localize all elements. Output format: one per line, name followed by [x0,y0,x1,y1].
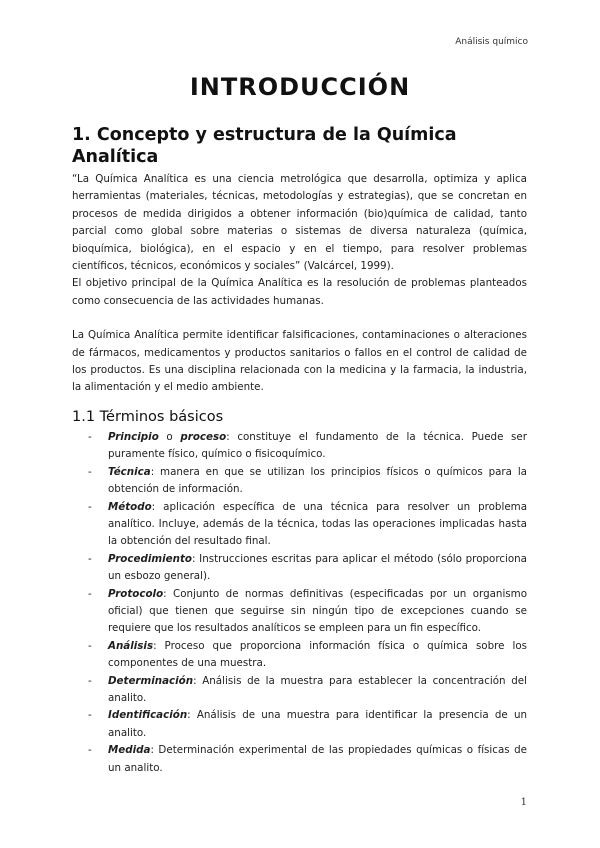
term-connector: o [158,430,181,443]
terms-list [72,429,527,777]
list-item [108,586,527,638]
list-item [108,638,527,673]
term-name: Protocolo [108,587,164,600]
list-item [108,464,527,499]
running-header: Análisis químico [455,37,528,47]
term-name: Principio [108,430,159,443]
term-description: : Determinación experimental de las propiedades químicas o físicas de un analito. [108,744,527,774]
list-item [108,707,527,742]
term-description: : Análisis de una muestra para identificar la presencia de un analito. [108,709,527,739]
term-name: Técnica [108,465,151,478]
term-name: Procedimiento [108,552,192,565]
list-item [108,429,527,464]
term-name: Medida [108,744,151,757]
term-description: : aplicación específica de una técnica para resolver un problema analítico. Incluye, además de la técnica, todas las operaciones implicadas hasta la obtención del resultado final. [108,500,527,548]
list-item [108,551,527,586]
page-content [72,124,527,777]
term-description: : Conjunto de normas definitivas (especificadas por un organismo oficial) que tienen que seguirse sin ningún tipo de excepciones cuando se requiere que los resultados analíticos se empleen para un fin específico. [108,587,527,635]
term-name: Método [108,500,152,513]
term-description: : Análisis de la muestra para establecer la concentración del analito. [108,674,527,704]
section-heading-terminos: 1.1 Términos básicos [72,408,224,425]
paragraph-definition: “La Química Analítica es una ciencia metrológica que desarrolla, optimiza y aplica herramientas (materiales, técnicas, metodologías y estrategias), que se concretan en procesos de medida dirigidos a obtener información (bio)química de calidad, tanto parcial como global sobre materias o sistemas de diversa naturaleza (química, bioquímica, biológica), en el espacio y en el tiempo, para resolver problemas científicos, técnicos, económicos y sociales” (Valcárcel, 1999). [72,173,527,273]
list-item [108,742,527,777]
term-description: : constituye el fundamento de la técnica. Puede ser puramente físico, químico o fisicoquímico. [108,430,527,461]
list-item [108,499,527,551]
list-item [108,673,527,708]
page-number: 1 [520,797,527,808]
term-description: : Instrucciones escritas para aplicar el método (sólo proporciona un esbozo general). [108,552,527,583]
term-name: Identificación [108,709,188,722]
term-name: Análisis [108,639,154,652]
page-title: INTRODUCCIÓN [189,73,411,101]
paragraph-objective: El objetivo principal de la Química Analítica es la resolución de problemas planteados como consecuencia de las actividades humanas. [72,277,527,307]
term-name: proceso [180,430,227,443]
term-name: Determinación [108,674,194,687]
term-description: : Proceso que proporciona información física o química sobre los componentes de una muestra. [108,639,527,670]
section-heading-concepto: 1. Concepto y estructura de la Química Analítica [72,125,457,167]
term-description: : manera en que se utilizan los principios físicos o químicos para la obtención de información. [108,465,527,496]
paragraph-applications: La Química Analítica permite identificar falsificaciones, contaminaciones o alteraciones de fármacos, medicamentos y productos sanitarios o fallos en el control de calidad de los productos. Es una disciplina relacionada con la medicina y la farmacia, la industria, la alimentación y el medio ambiente. [72,329,527,394]
